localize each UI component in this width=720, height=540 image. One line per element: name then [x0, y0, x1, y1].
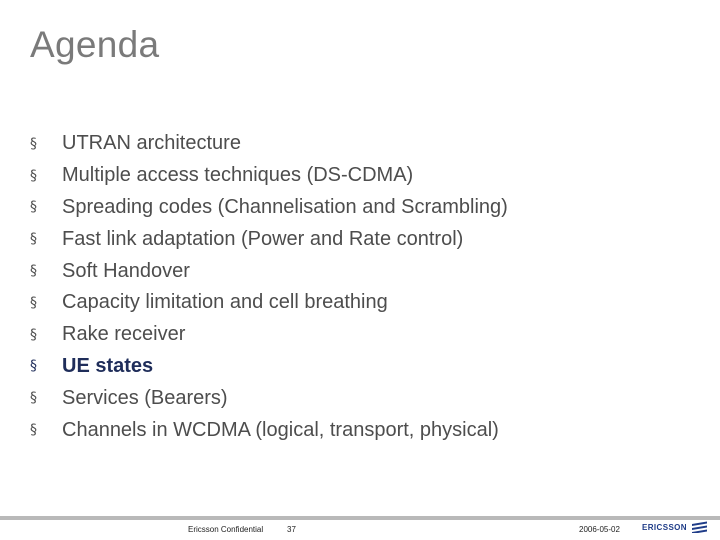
agenda-item-services — [30, 382, 508, 414]
bullet-icon: § — [30, 294, 37, 311]
agenda-item-label: UE states — [62, 354, 154, 377]
agenda-item-label: Rake receiver — [62, 323, 186, 346]
ericsson-logo-icon — [691, 521, 709, 533]
bullet-icon: § — [30, 167, 37, 184]
bullet-icon: § — [30, 326, 37, 343]
agenda-item-label: Multiple access techniques (DS-CDMA) — [62, 164, 414, 187]
agenda-item-channels — [30, 414, 508, 446]
footer-page-number: 37 — [287, 525, 296, 534]
footer-confidentiality: Ericsson Confidential — [188, 525, 264, 534]
agenda-item-capacity-limitation — [30, 287, 508, 319]
agenda-item-label: Fast link adaptation (Power and Rate control) — [62, 227, 464, 250]
agenda-item-rake-receiver — [30, 319, 508, 351]
agenda-item-ue-states — [30, 351, 508, 383]
bullet-icon: § — [30, 199, 37, 216]
agenda-item-label: Soft Handover — [62, 259, 190, 282]
bullet-icon: § — [30, 231, 37, 248]
agenda-item-label: Spreading codes (Channelisation and Scrambling) — [62, 195, 508, 218]
agenda-item-soft-handover — [30, 255, 508, 287]
slide-title: Agenda — [30, 24, 160, 65]
agenda-item-label: Channels in WCDMA (logical, transport, physical) — [62, 418, 499, 441]
agenda-item-label: Capacity limitation and cell breathing — [62, 291, 388, 314]
agenda-item-utran-architecture — [30, 128, 508, 160]
bullet-icon: § — [30, 422, 37, 439]
footer-divider — [0, 516, 720, 520]
bullet-icon: § — [30, 263, 37, 280]
agenda-list — [30, 128, 508, 446]
bullet-icon: § — [30, 358, 37, 375]
agenda-item-fast-link-adaptation — [30, 223, 508, 255]
agenda-item-label: UTRAN architecture — [62, 132, 241, 155]
bullet-icon: § — [30, 135, 37, 152]
agenda-item-spreading-codes — [30, 192, 508, 224]
agenda-item-multiple-access — [30, 160, 508, 192]
footer-date: 2006-05-02 — [579, 525, 620, 534]
logo-text: ERICSSON — [642, 522, 687, 532]
ericsson-logo — [642, 521, 709, 533]
bullet-icon: § — [30, 390, 37, 407]
agenda-item-label: Services (Bearers) — [62, 386, 228, 409]
